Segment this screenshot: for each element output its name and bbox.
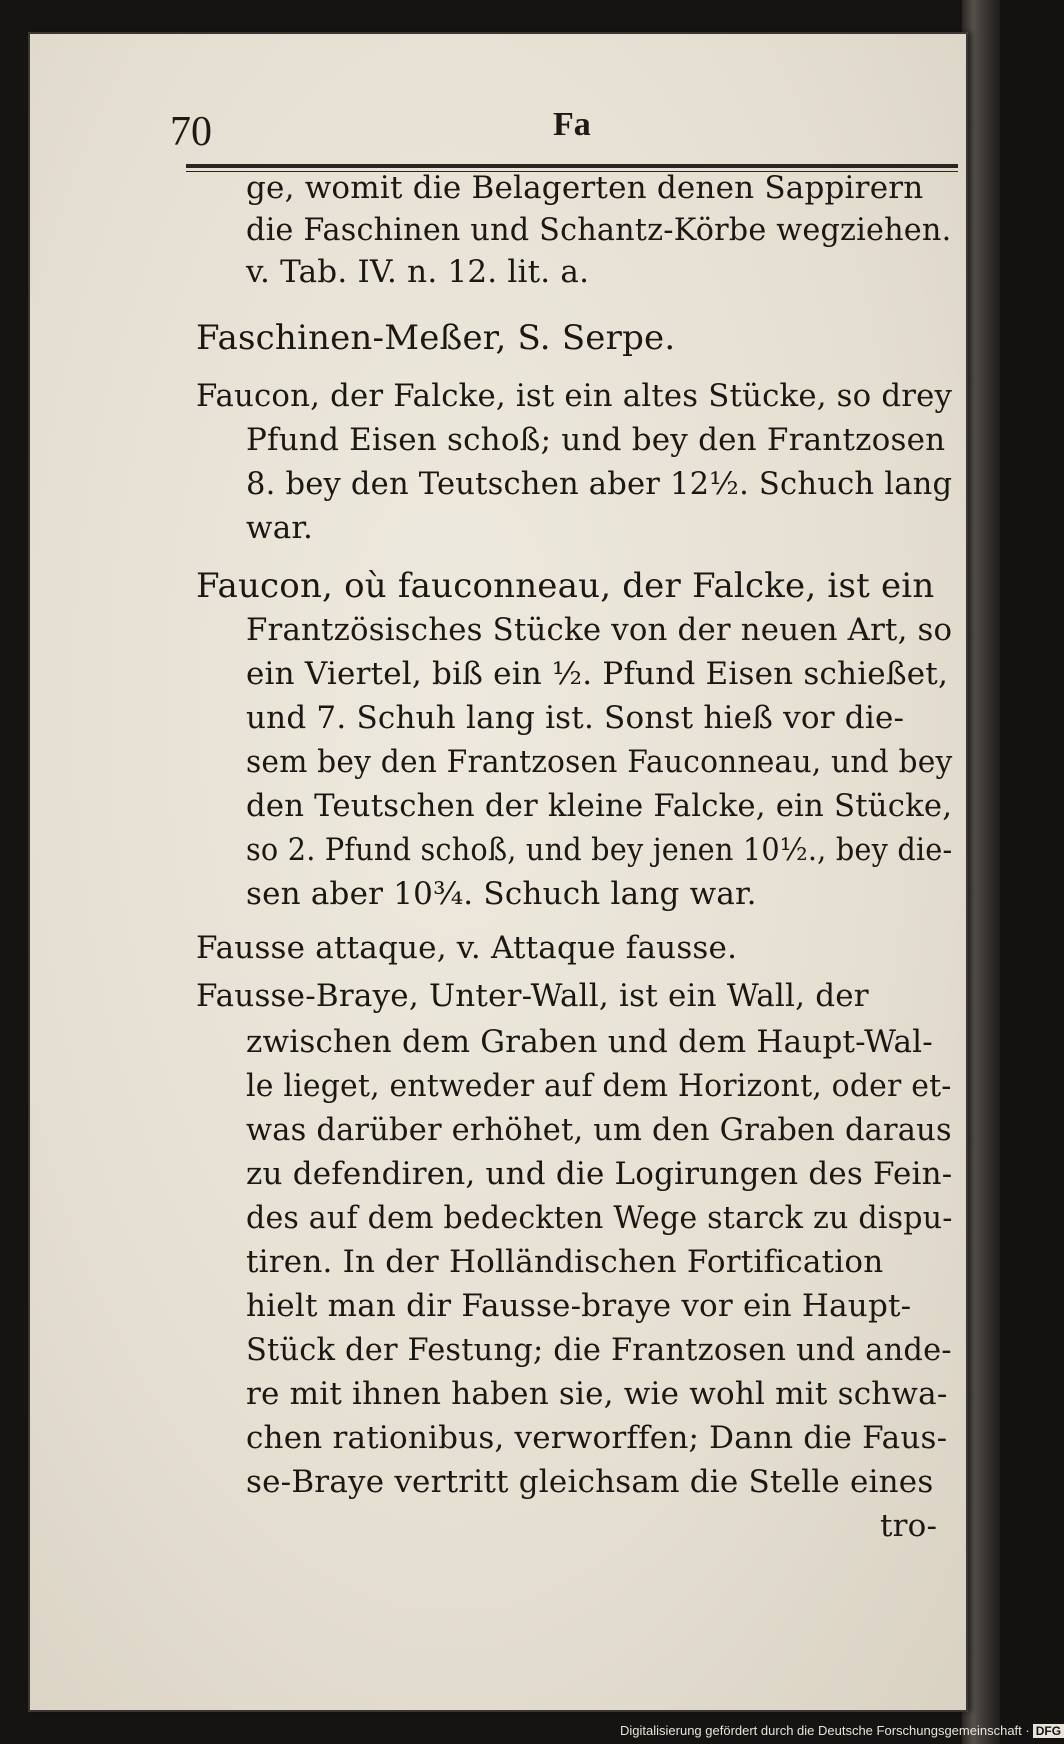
text-line: Stück der Festung; die Frantzosen und ande- <box>246 1332 952 1368</box>
text-line: was darüber erhöhet, um den Graben daraus <box>246 1112 952 1148</box>
text-line: se-Braye vertritt gleichsam die Stelle eines <box>246 1464 934 1500</box>
text-line: und 7. Schuh lang ist. Sonst hieß vor die- <box>246 700 905 736</box>
entry-heading-faucon: Faucon, der Falcke, ist ein altes Stücke, so drey <box>196 378 953 414</box>
text-line: Pfund Eisen schoß; und bey den Frantzosen <box>246 422 946 458</box>
text-line: sem bey den Frantzosen Fauconneau, und bey <box>246 744 953 780</box>
text-line: hielt man dir Fausse-braye vor ein Haupt- <box>246 1288 912 1324</box>
text-line: den Teutschen der kleine Falcke, ein Stücke, <box>246 788 953 824</box>
text-line: sen aber 10¾. Schuch lang war. <box>246 876 757 912</box>
credit-text: Digitalisierung gefördert durch die Deutsche Forschungsgemeinschaft · <box>620 1723 1030 1738</box>
text-line: zu defendiren, und die Logirungen des Fein- <box>246 1156 953 1192</box>
page-number: 70 <box>170 109 212 155</box>
entry-heading-fausse-braye: Fausse-Braye, Unter-Wall, ist ein Wall, der <box>196 978 869 1014</box>
dfg-logo: DFG <box>1033 1724 1064 1738</box>
text-line: re mit ihnen haben sie, wie wohl mit schwa- <box>246 1376 948 1412</box>
text-line: v. Tab. IV. n. 12. lit. a. <box>246 254 590 290</box>
text-line: zwischen dem Graben und dem Haupt-Wal- <box>246 1024 933 1060</box>
catchword: tro- <box>880 1508 938 1544</box>
text-line: war. <box>246 510 314 546</box>
text-line: ein Viertel, biß ein ½. Pfund Eisen schießet, <box>246 656 949 692</box>
text-line: so 2. Pfund schoß, und bey jenen 10½., bey die- <box>246 832 953 868</box>
text-line: le lieget, entweder auf dem Horizont, oder et- <box>246 1068 952 1104</box>
text-line: tiren. In der Holländischen Fortification <box>246 1244 884 1280</box>
entry-heading-faucon-fauconneau: Faucon, où fauconneau, der Falcke, ist ein <box>196 566 935 606</box>
text-line: 8. bey den Teutschen aber 12½. Schuch lang <box>246 466 953 502</box>
running-head: Fa <box>553 106 591 143</box>
digitization-credit <box>620 1723 1062 1741</box>
text-line: ge, womit die Belagerten denen Sappirern <box>246 170 924 206</box>
text-line: chen rationibus, verworffen; Dann die Faus- <box>246 1420 948 1456</box>
text-line: Frantzösisches Stücke von der neuen Art, so <box>246 612 953 648</box>
text-line: des auf dem bedeckten Wege starck zu dispu- <box>246 1200 953 1236</box>
header-rule <box>186 164 958 168</box>
entry-heading-faschinen-messer: Faschinen-Meßer, S. Serpe. <box>196 318 676 358</box>
text-line: die Faschinen und Schantz-Körbe wegziehen. <box>246 212 952 248</box>
entry-heading-fausse-attaque: Fausse attaque, v. Attaque fausse. <box>196 930 738 966</box>
